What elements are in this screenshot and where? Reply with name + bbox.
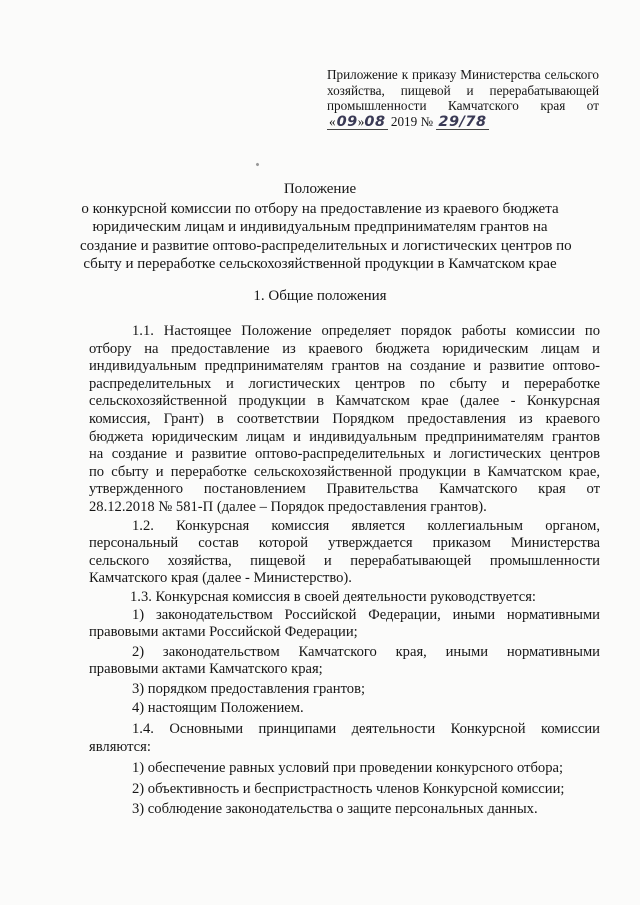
title-line-3: создание и развитие оптово-распределительных и логистических центров по [80,237,572,254]
paragraph-1-2 [89,517,600,588]
appendix-line-3: промышленности Камчатского края от [327,98,599,113]
paragraph-1-4 [89,721,600,756]
text-line: персональный состав которой утверждается приказом Министерства [89,535,600,552]
section-heading: 1. Общие положения [253,288,387,304]
text-line: 1.2. Конкурсная комиссия является коллегиальным органом, [132,517,600,534]
list-item [116,700,600,718]
list-item [116,681,600,699]
text-line: по сбыту и переработке сельскохозяйственной продукции в Камчатском крае, [89,463,600,480]
text-line: 1) законодательством Российской Федерации, иными нормативными [132,606,600,623]
text-line: являются: [89,738,151,755]
text-line: 28.12.2018 № 581-П (далее – Порядок предоставления грантов). [89,498,487,515]
text-line: Камчатского края (далее - Министерство). [89,570,352,587]
text-line: 1) обеспечение равных условий при проведении конкурсного отбора; [132,760,564,777]
appendix-line-1: Приложение к приказу Министерства сельского [327,67,599,82]
list-item [116,760,600,778]
title-line-2: юридическим лицам и индивидуальным предпринимателям грантов на [92,219,548,236]
text-line: индивидуальным предпринимателям грантов на создание и развитие оптово- [89,358,600,375]
text-line: 1.4. Основными принципами деятельности Конкурсной комиссии [132,721,600,738]
text-line: 2) объективность и беспристрастность членов Конкурсной комиссии; [132,780,565,797]
list-item [116,781,600,799]
handwritten-day: 09 [336,113,358,130]
list-item [89,606,600,642]
date-open-quote: « [329,113,336,129]
appendix-header [327,67,599,130]
text-line: утвержденного постановлением Правительства Камчатского края от [89,481,600,498]
order-number [436,115,488,130]
text-line: комиссия, Грант) в соответствии Порядком предоставления из краевого [89,410,600,427]
order-year-label: 2019 № [390,113,434,129]
text-line: правовыми актами Камчатского края; [89,661,323,678]
paragraph-1-1 [89,323,600,517]
text-line: распределительных и логистических центров по сбыту и переработке [89,375,600,392]
text-line: на создание и развитие оптово-распределительных и логистических центров [89,446,600,463]
paragraph-1-3 [116,589,600,607]
title-line-4: сбыту и переработке сельскохозяйственной продукции в Камчатском крае [83,256,557,273]
text-line: сельского хозяйства, пищевой и перерабатывающей промышленности [89,552,600,569]
text-line: 1.3. Конкурсная комиссия в своей деятельности руководствуется: [130,588,536,605]
text-line: сельскохозяйственной продукции в Камчатском крае (далее - Конкурсная [89,393,600,410]
text-line: 1.1. Настоящее Положение определяет порядок работы комиссии по [132,323,600,339]
text-line: 3) соблюдение законодательства о защите персональных данных. [132,801,538,818]
order-date [327,115,388,130]
text-line: 4) настоящим Положением. [132,700,304,717]
text-line: отбору на предоставление из краевого бюджета юридическим лицам и [89,340,600,357]
document-body [89,323,600,819]
appendix-date-line [327,114,599,130]
title-line-1: о конкурсной комиссии по отбору на предоставление из краевого бюджета [81,200,559,217]
document-title-block [80,180,572,274]
stray-ink-mark [255,162,259,166]
date-mid-quote: » [357,113,365,129]
list-item [89,643,600,679]
text-line: правовыми актами Российской Федерации; [89,624,358,641]
text-line: 2) законодательством Камчатского края, иными нормативными [132,643,600,660]
list-item [116,801,600,819]
document-title: Положение [283,181,357,197]
text-line: 3) порядком предоставления грантов; [132,680,366,697]
handwritten-order-number: 29/78 [438,113,487,130]
text-line: бюджета юридическим лицам и индивидуальным предпринимателям грантов [89,428,600,445]
appendix-line-2: хозяйства, пищевой и перерабатывающей [327,82,599,98]
handwritten-month: 08 [364,113,386,130]
